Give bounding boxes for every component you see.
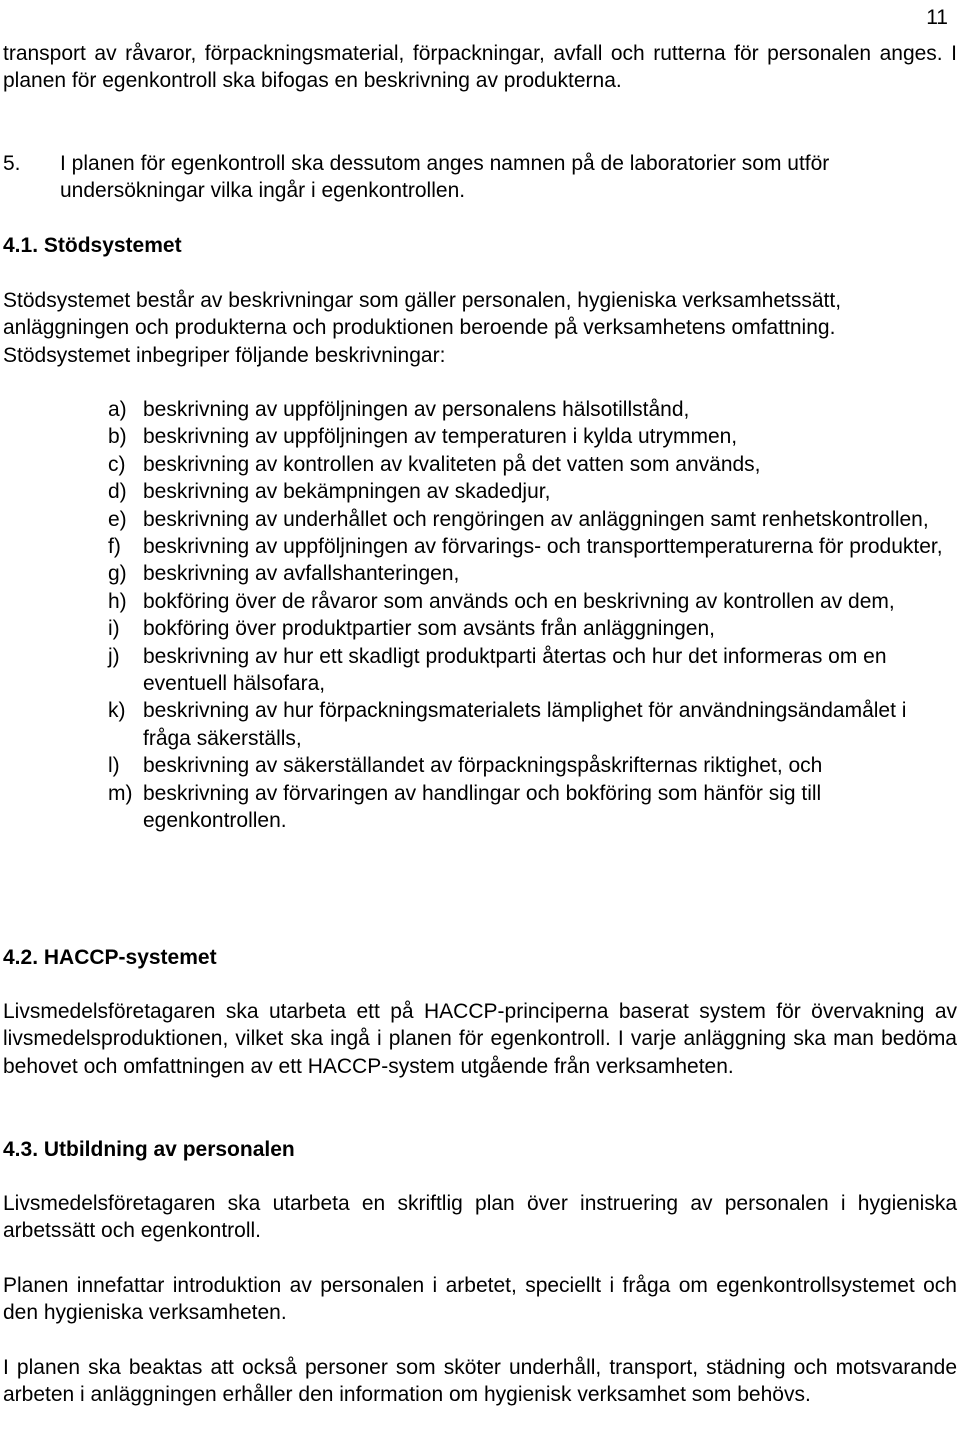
list-item xyxy=(108,533,960,560)
section-4-2-paragraph: Livsmedelsföretagaren ska utarbeta ett på HACCP-principerna baserat system för övervakning av livsmedelsproduktionen, vilket ska ingå i planen för egenkontroll. I varje anläggning ska man bedöma behovet och omfattningen av ett HACCP-system utgående från verksamheten. xyxy=(3,1000,957,1078)
list-marker: b) xyxy=(108,425,127,449)
list-item-text: beskrivning av hur ett skadligt produktparti återtas och hur det informeras om en eventuell hälsofara, xyxy=(143,644,887,696)
list-item-text: beskrivning av uppföljningen av förvarings- och transporttemperaturerna för produkter, xyxy=(143,535,943,559)
section-heading-4-2: 4.2. HACCP-systemet xyxy=(3,946,217,969)
section-heading-4-1: 4.1. Stödsystemet xyxy=(3,234,182,257)
list-item-text: bokföring över produktpartier som avsänts från anläggningen, xyxy=(143,617,716,641)
list-item xyxy=(108,780,960,835)
section-4-3-paragraph-3: I planen ska beaktas att också personer som sköter underhåll, transport, städning och motsvarande arbeten i anläggningen erhåller den information om hygienisk verksamhet som behövs. xyxy=(3,1356,957,1407)
list-item xyxy=(108,451,960,478)
section-heading-4-3: 4.3. Utbildning av personalen xyxy=(3,1138,295,1161)
list-marker: g) xyxy=(108,562,127,586)
section-4-3-paragraph-1: Livsmedelsföretagaren ska utarbeta en skriftlig plan över instruering av personalen i hygieniska arbetssätt och egenkontroll. xyxy=(3,1192,957,1243)
list-marker: h) xyxy=(108,589,127,613)
list-item-text: bokföring över de råvaror som används och en beskrivning av kontrollen av dem, xyxy=(143,589,895,613)
list-marker: k) xyxy=(108,699,126,723)
list-item-text: beskrivning av förvaringen av handlingar och bokföring som hänför sig till egenkontrollen. xyxy=(143,781,822,833)
list-item xyxy=(108,560,960,587)
list-marker: f) xyxy=(108,535,121,559)
list-marker: m) xyxy=(108,781,133,805)
list-item-text: beskrivning av säkerställandet av förpackningspåskrifternas riktighet, och xyxy=(143,754,823,778)
list-marker: i) xyxy=(108,617,120,641)
list-item xyxy=(108,478,960,505)
list-marker: j) xyxy=(108,644,120,668)
numbered-item-number: 5. xyxy=(3,152,21,175)
intro-paragraph: transport av råvaror, förpackningsmaterial, förpackningar, avfall och rutterna för personalen anges. I planen för egenkontroll ska bifogas en beskrivning av produkterna. xyxy=(3,42,957,93)
list-item xyxy=(108,643,960,698)
list-item xyxy=(108,697,960,752)
list-item-text: beskrivning av hur förpackningsmaterialets lämplighet för användningsändamålet i fråga säkerställs, xyxy=(143,699,907,750)
section-4-3-paragraph-2: Planen innefattar introduktion av personalen i arbetet, speciellt i fråga om egenkontrollsystemet och den hygieniska verksamheten. xyxy=(3,1274,957,1325)
list-item xyxy=(108,588,960,615)
list-marker: c) xyxy=(108,452,126,476)
list-item-text: beskrivning av uppföljningen av temperaturen i kylda utrymmen, xyxy=(143,425,738,449)
list-item xyxy=(108,752,960,779)
numbered-item-text: I planen för egenkontroll ska dessutom anges namnen på de laboratorier som utför undersökningar vilka ingår i egenkontrollen. xyxy=(60,152,830,203)
list-item-text: beskrivning av underhållet och rengöringen av anläggningen samt renhetskontrollen, xyxy=(143,507,929,531)
list-item xyxy=(108,423,960,450)
list-item-text: beskrivning av kontrollen av kvaliteten på det vatten som används, xyxy=(143,452,761,476)
list-marker: e) xyxy=(108,507,127,531)
page-number: 11 xyxy=(926,6,948,29)
numbered-item-5 xyxy=(3,150,957,205)
description-list xyxy=(108,396,960,835)
list-marker: l) xyxy=(108,754,120,778)
list-item xyxy=(108,506,960,533)
list-item xyxy=(108,615,960,642)
list-marker: d) xyxy=(108,480,127,504)
list-item xyxy=(108,396,960,423)
list-item-text: beskrivning av avfallshanteringen, xyxy=(143,562,460,586)
list-marker: a) xyxy=(108,398,127,421)
list-item-text: beskrivning av uppföljningen av personalens hälsotillstånd, xyxy=(143,398,690,421)
list-item-text: beskrivning av bekämpningen av skadedjur, xyxy=(143,480,551,504)
section-4-1-paragraph: Stödsystemet består av beskrivningar som gäller personalen, hygieniska verksamhetssätt, anläggningen och produkterna och produktionen beroende på verksamhetens omfattning. Stödsystemet inbegriper följande beskrivningar: xyxy=(3,289,842,367)
